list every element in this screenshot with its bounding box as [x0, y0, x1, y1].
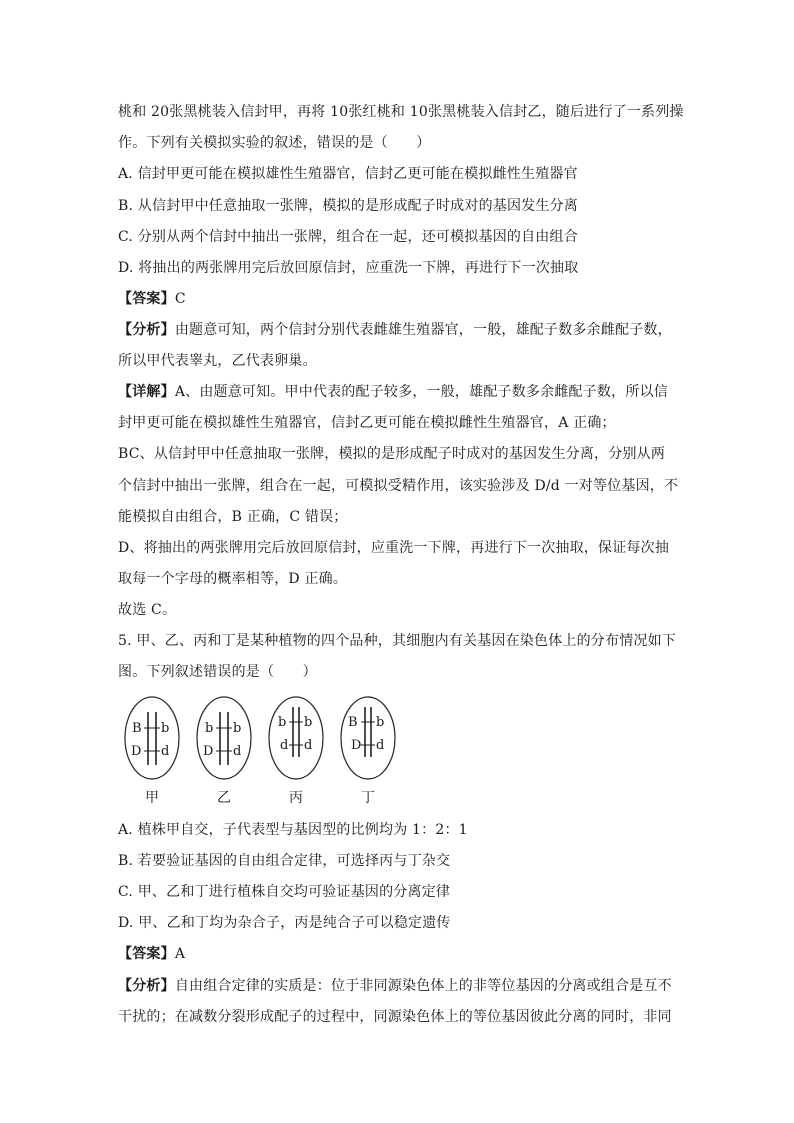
q4-stem-line-2: 作。下列有关模拟实验的叙述，错误的是（ ） — [118, 135, 431, 151]
analysis-text: 由题意可知，两个信封分别代表雌雄生殖器官，一般，雄配子数多余雌配子数， — [174, 322, 672, 338]
cell-outline-icon — [266, 695, 326, 785]
allele-bottom-left: D — [131, 744, 142, 759]
cell-outline-icon — [338, 695, 398, 785]
q5-option-b: B. 若要验证基因的自由组合定律，可选择丙与丁杂交 — [118, 853, 451, 869]
q4-detail-line-3: BC、从信封甲中任意抽取一张牌，模拟的是形成配子时成对的基因发生分离，分别从两 — [118, 446, 666, 462]
answer-value: A — [174, 946, 186, 962]
allele-top-right: b — [161, 721, 170, 736]
q4-option-c: C. 分别从两个信封中抽出一张牌，组合在一起，还可模拟基因的自由组合 — [118, 229, 578, 245]
allele-top-right: b — [304, 715, 313, 730]
q4-detail-line-6: D、将抽出的两张牌用完后放回原信封，应重洗一下牌，再进行下一次抽取，保证每次抽 — [118, 540, 670, 556]
q4-detail-line-2: 封甲更可能在模拟雄性生殖器官，信封乙更可能在模拟雌性生殖器官，A 正确； — [118, 415, 616, 431]
q4-detail-line-7: 取每一个字母的概率相等，D 正确。 — [118, 571, 348, 587]
allele-top-left: B — [132, 721, 142, 736]
cell-bing — [266, 695, 326, 807]
allele-top-right: b — [233, 721, 242, 736]
q4-detail-line-4: 个信封中抽出一张牌，组合在一起，可模拟受精作用，该实验涉及 D/d 一对等位基因，不 — [118, 478, 679, 494]
allele-top-left: B — [348, 715, 358, 730]
answer-tag: 【答案】 — [118, 291, 175, 307]
q5-analysis-line-2: 干扰的；在减数分裂形成配子的过程中，同源染色体上的等位基因彼此分离的同时，非同 — [118, 1009, 672, 1025]
allele-bottom-right: d — [233, 744, 242, 759]
q4-option-b: B. 从信封甲中任意抽取一张牌，模拟的是形成配子时成对的基因发生分离 — [118, 198, 578, 214]
answer-value: C — [174, 291, 186, 307]
cell-outline-icon — [194, 695, 254, 785]
cell-jia — [122, 695, 182, 807]
chromosome-figure — [118, 695, 418, 807]
q5-option-d: D. 甲、乙和丁均为杂合子，丙是纯合子可以稳定遗传 — [118, 915, 451, 931]
detail-tag: 【详解】 — [118, 384, 175, 400]
q4-stem-line-1: 桃和 20张黑桃装入信封甲，再将 10张红桃和 10张黑桃装入信封乙，随后进行了一系列操 — [118, 104, 684, 120]
allele-bottom-right: d — [161, 744, 170, 759]
cell-yi — [194, 695, 254, 807]
analysis-tag: 【分析】 — [118, 322, 175, 338]
q4-analysis-line-2: 所以甲代表睾丸，乙代表卵巢。 — [118, 353, 317, 369]
allele-top-left: b — [205, 721, 214, 736]
q5-answer — [118, 944, 185, 964]
allele-bottom-right: d — [376, 738, 385, 753]
q5-analysis-line-1 — [118, 976, 672, 996]
analysis-text: 自由组合定律的实质是：位于非同源染色体上的非等位基因的分离或组合是互不 — [174, 978, 672, 994]
cell-ding — [338, 695, 398, 807]
q4-option-a: A. 信封甲更可能在模拟雄性生殖器官，信封乙更可能在模拟雌性生殖器官 — [118, 166, 578, 182]
cell-caption: 甲 — [145, 790, 159, 806]
allele-bottom-right: d — [304, 738, 313, 753]
detail-text: A、由题意可知。甲中代表的配子较多，一般，雄配子数多余雌配子数，所以信 — [174, 384, 668, 400]
q4-detail-line-1 — [118, 382, 668, 402]
q4-option-d: D. 将抽出的两张牌用完后放回原信封，应重洗一下牌，再进行下一次抽取 — [118, 260, 579, 276]
q4-answer — [118, 289, 186, 309]
allele-top-left: b — [278, 715, 287, 730]
allele-bottom-left: d — [280, 738, 289, 753]
allele-bottom-left: D — [203, 744, 214, 759]
q4-analysis-line-1 — [118, 320, 672, 340]
answer-tag: 【答案】 — [118, 946, 175, 962]
cell-caption: 乙 — [217, 790, 231, 806]
q4-detail-line-5: 能模拟自由组合，B 正确，C 错误； — [118, 509, 348, 525]
cell-caption: 丁 — [361, 790, 375, 806]
q5-option-c: C. 甲、乙和丁进行植株自交均可验证基因的分离定律 — [118, 884, 451, 900]
q4-conclusion: 故选 C。 — [118, 602, 177, 618]
allele-top-right: b — [376, 715, 385, 730]
cell-outline-icon — [122, 695, 182, 785]
q5-option-a: A. 植株甲自交，子代表型与基因型的比例均为 1：2：1 — [118, 822, 468, 838]
q5-stem-line-2: 图。下列叙述错误的是（ ） — [118, 664, 317, 680]
q5-stem-line-1: 5. 甲、乙、丙和丁是某种植物的四个品种，其细胞内有关基因在染色体上的分布情况如下 — [118, 633, 677, 649]
cell-caption: 丙 — [289, 790, 303, 806]
allele-bottom-left: D — [351, 738, 362, 753]
analysis-tag: 【分析】 — [118, 978, 175, 994]
